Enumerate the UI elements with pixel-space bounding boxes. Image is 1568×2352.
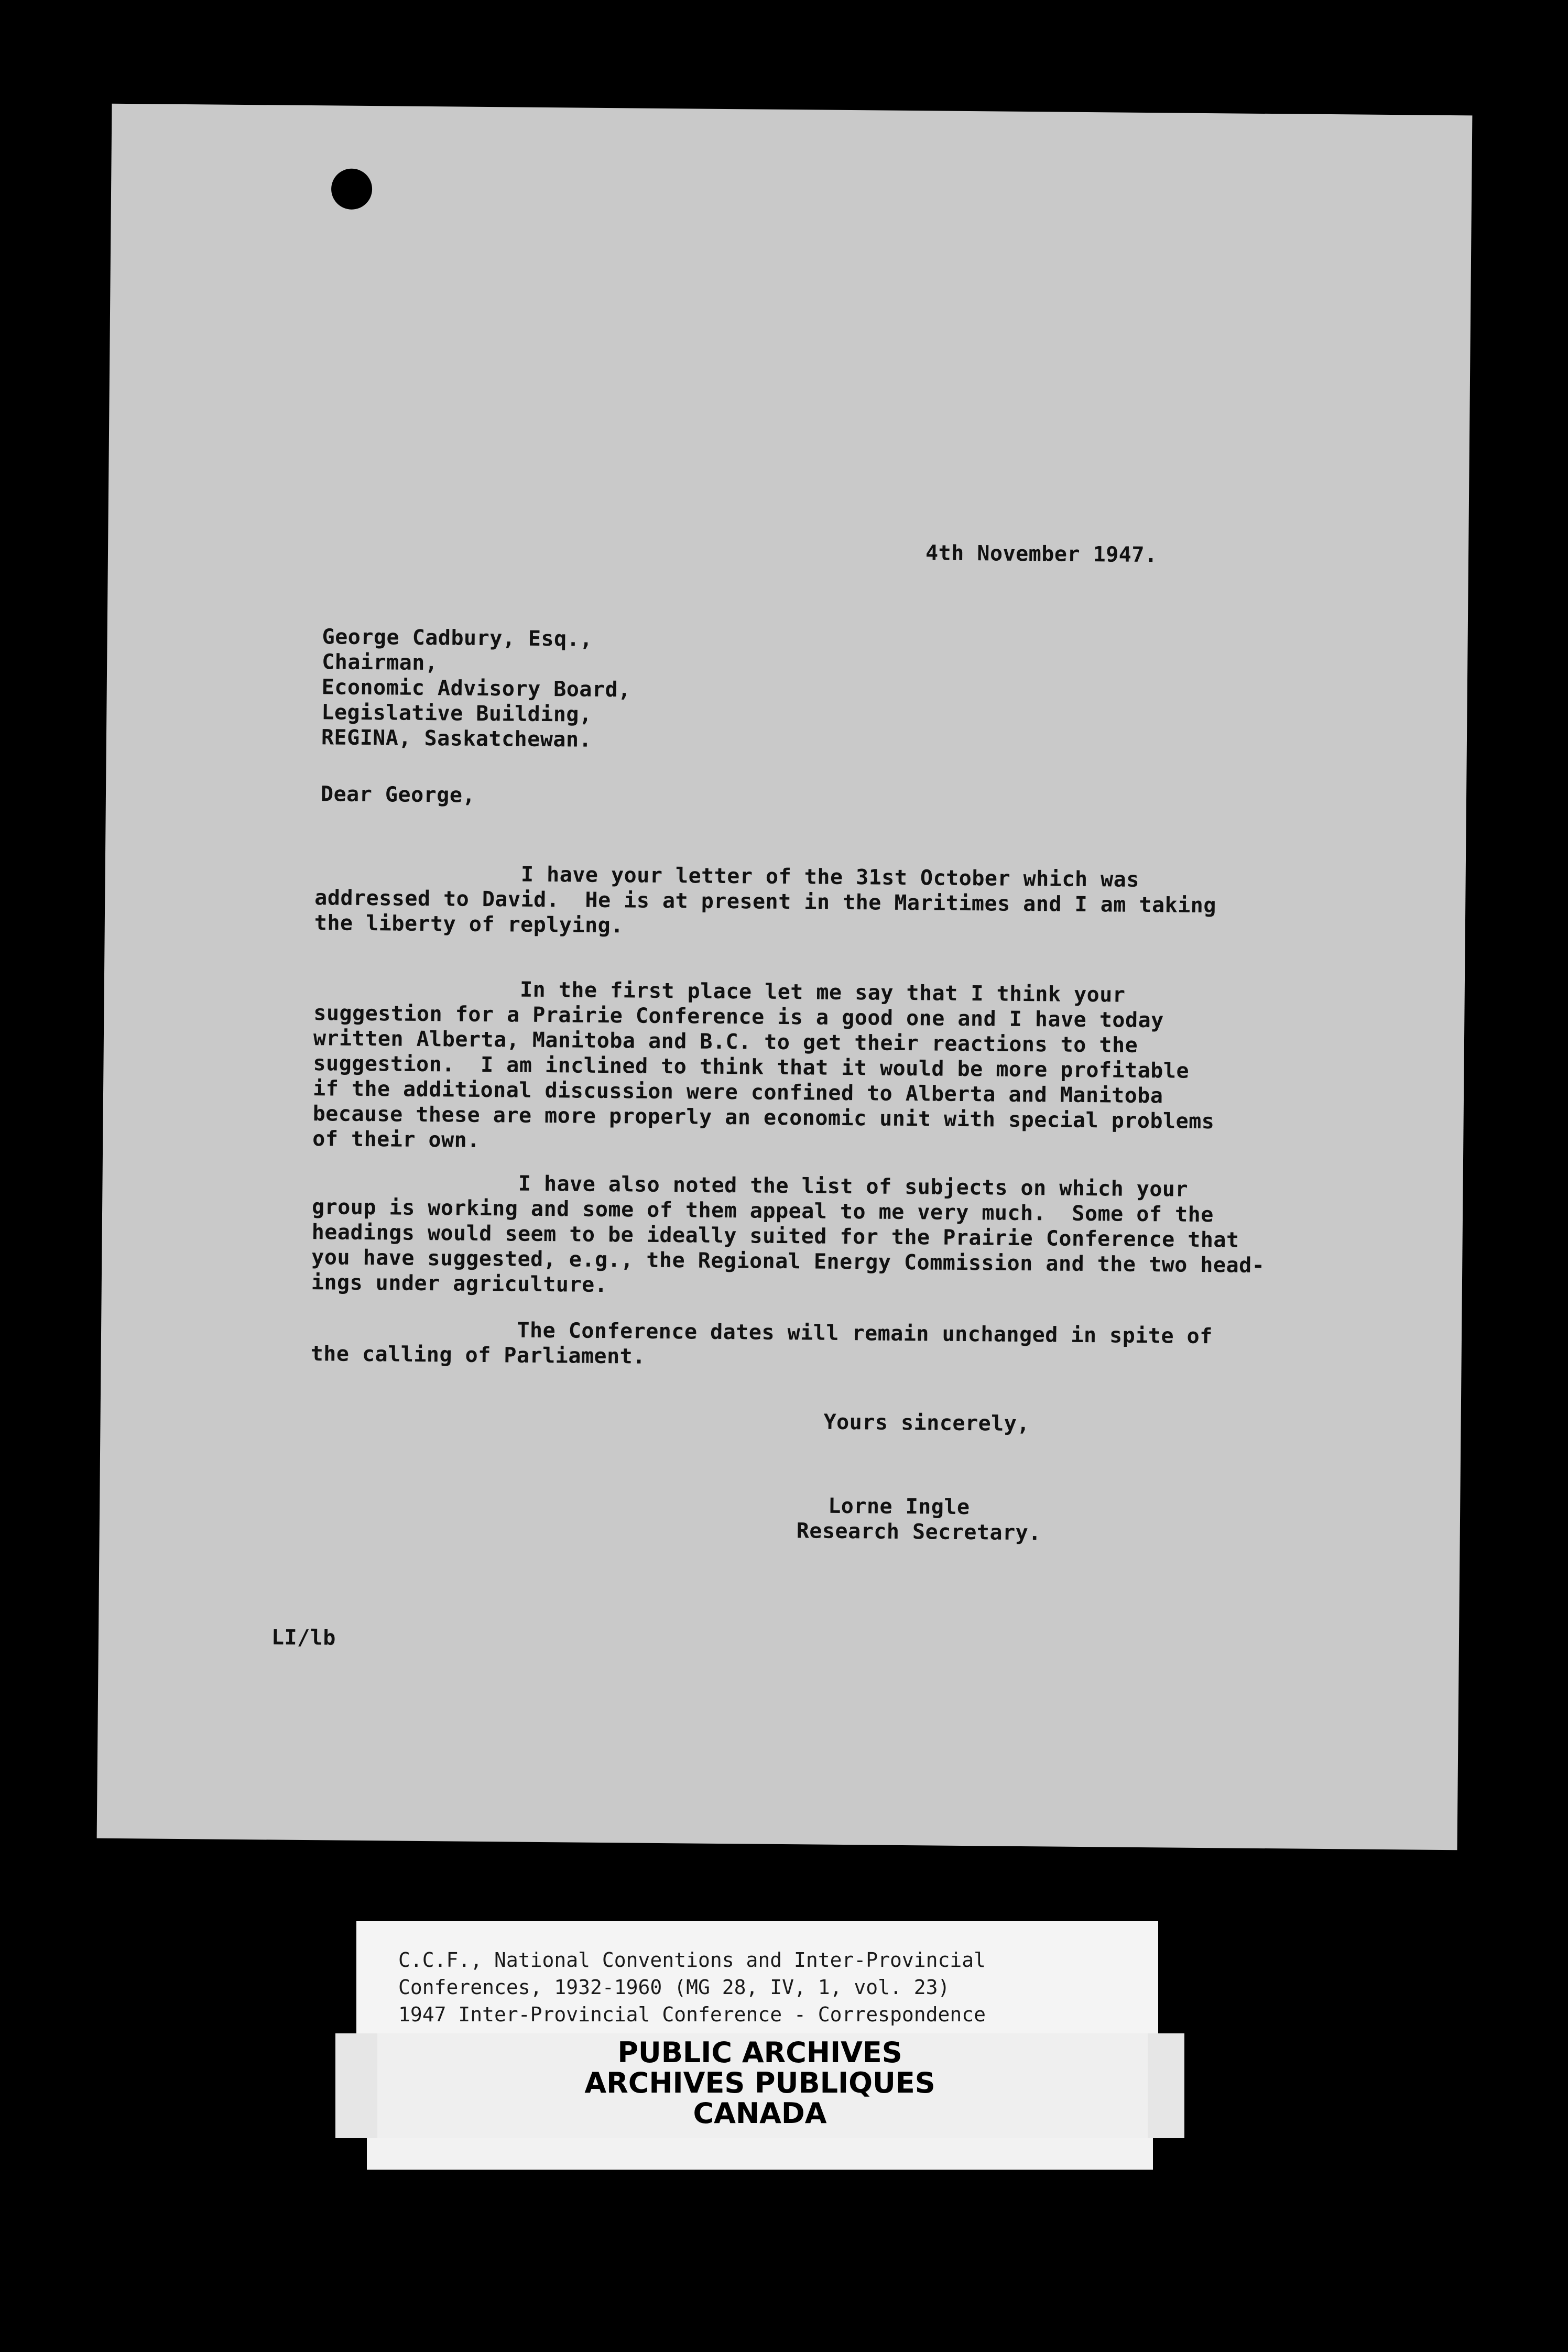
archive-label-line: C.C.F., National Conventions and Inter-Provincial bbox=[398, 1948, 986, 1972]
recipient-line: Chairman, bbox=[322, 650, 438, 676]
salutation: Dear George, bbox=[320, 782, 476, 808]
archive-stamp bbox=[335, 2038, 1184, 2129]
stamp-line: CANADA bbox=[693, 2097, 827, 2130]
recipient-line: REGINA, Saskatchewan. bbox=[321, 725, 592, 752]
signature-block bbox=[797, 1493, 1042, 1545]
paragraph-1: I have your letter of the 31st October which was addressed to David. He is at present in the Maritimes and I am taking the liberty of replying. bbox=[314, 861, 1217, 938]
reference-initials: LI/lb bbox=[271, 1625, 336, 1650]
archive-label bbox=[356, 1921, 1158, 2034]
recipient-address bbox=[321, 624, 631, 753]
stamp-line: PUBLIC ARCHIVES bbox=[617, 2036, 902, 2069]
archive-stamp-edge bbox=[367, 2138, 1153, 2170]
signatory-title: Research Secretary. bbox=[796, 1519, 1042, 1545]
paragraph-3: I have also noted the list of subjects on which your group is working and some of them appeal to me very much. Some of the headings would seem to be ideally suited for the Prairie Conference that you have suggested, e.g., the Regional Energy Commission and the two head- ings under agriculture. bbox=[311, 1170, 1265, 1298]
archive-label-line: 1947 Inter-Provincial Conference - Correspondence bbox=[398, 2003, 986, 2026]
recipient-line: Economic Advisory Board, bbox=[321, 675, 631, 702]
closing: Yours sincerely, bbox=[823, 1410, 1030, 1436]
letter-page bbox=[97, 104, 1473, 1850]
paragraph-4: The Conference dates will remain unchanged in spite of the calling of Parliament. bbox=[310, 1316, 1213, 1369]
paragraph-2: In the first place let me say that I think your suggestion for a Prairie Conference is a good one and I have today written Alberta, Manitoba and B.C. to get their reactions to the suggestion. I am inclined to think that it would be more profitable if the additional discussion were confined to Alberta and Manitoba because these are more properly an economic unit with special problems of their own. bbox=[312, 976, 1215, 1152]
recipient-line: George Cadbury, Esq., bbox=[322, 625, 593, 651]
punch-hole bbox=[331, 168, 373, 210]
archive-label-line: Conferences, 1932-1960 (MG 28, IV, 1, vol. 23) bbox=[398, 1976, 950, 1999]
letter-date: 4th November 1947. bbox=[925, 541, 1158, 568]
recipient-line: Legislative Building, bbox=[321, 700, 592, 727]
signatory-name: Lorne Ingle bbox=[827, 1494, 970, 1520]
stamp-line: ARCHIVES PUBLIQUES bbox=[584, 2066, 935, 2099]
